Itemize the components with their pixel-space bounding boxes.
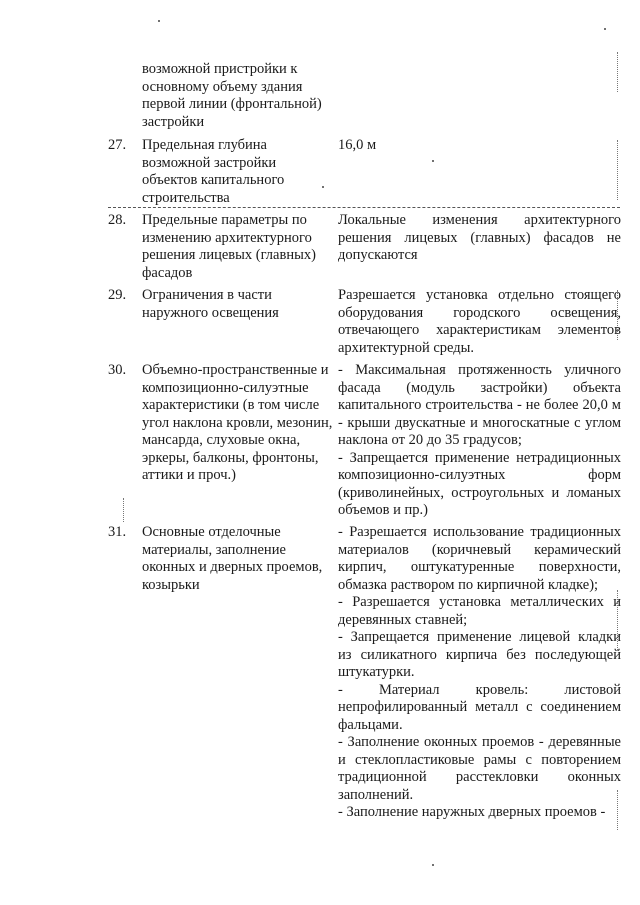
row-value: [338, 212, 621, 265]
row-number: 29.: [108, 287, 127, 303]
row-number: 27.: [108, 137, 127, 153]
scan-speck: [432, 160, 434, 162]
row-label: Предельная глубина возможной застройки объектов капитального строительства: [142, 137, 285, 206]
row-label: возможной пристройки к основному объему здания первой линии (фронтальной) застройки: [142, 61, 322, 130]
row-number: 28.: [108, 212, 127, 228]
value-paragraph: - Материал кровель: листовой непрофилированный металл с соединением фальцами.: [338, 681, 621, 733]
row-value: [338, 137, 621, 155]
row-label: Предельные параметры по изменению архитектурного решения лицевых (главных) фасадов: [142, 212, 316, 281]
row-value: [338, 362, 621, 520]
table-border: [123, 498, 124, 522]
row-value: [338, 287, 621, 357]
scan-speck: [158, 20, 160, 22]
table-border: [617, 52, 618, 92]
row-label: Ограничения в части наружного освещения: [142, 287, 279, 321]
value-paragraph: - Разрешается установка металлических и деревянных ставней;: [338, 594, 621, 628]
scan-speck: [432, 864, 434, 866]
value-paragraph: - Разрешается использование традиционных материалов (коричневый керамический кирпич, оштукатуренные поверхности, обмазка раствором по кирпичной кладке);: [338, 524, 621, 593]
value-paragraph: - Заполнение оконных проемов - деревянные и стеклопластиковые рамы с повторением традиционной расстекловки оконных заполнений.: [338, 734, 621, 803]
value-paragraph: - Запрещается применение лицевой кладки из силикатного кирпича без последующей штукатурки.: [338, 629, 621, 680]
row-divider: [108, 207, 620, 208]
row-number: 31.: [108, 524, 127, 540]
row-label: Объемно-пространственные и композиционно-силуэтные характеристики (в том числе угол наклона кровли, мезонин, мансарда, слуховые окна, эркеры, балконы, фронтоны, аттики и проч.): [142, 362, 333, 483]
value-paragraph: - Максимальная протяженность уличного фасада (модуль застройки) объекта капитального строительства - не более 20,0 м - крыши двускатные и многоскатные с углом наклона от 20 до 35 градусов;: [338, 362, 621, 448]
value-paragraph: Разрешается установка отдельно стоящего оборудования городского освещения, отвечающего характеристикам элементов архитектурной среды.: [338, 287, 621, 356]
row-value: [338, 524, 621, 822]
value-paragraph: - Запрещается применение нетрадиционных композиционно-силуэтных форм (криволинейных, остроугольных и ломаных объемов и пр.): [338, 449, 621, 518]
scan-speck: [604, 28, 606, 30]
row-label: Основные отделочные материалы, заполнение оконных и дверных проемов, козырьки: [142, 524, 323, 593]
value-paragraph: - Заполнение наружных дверных проемов -: [338, 804, 606, 820]
value-paragraph: 16,0 м: [338, 137, 377, 153]
value-paragraph: Локальные изменения архитектурного решения лицевых (главных) фасадов не допускаются: [338, 212, 621, 263]
row-number: 30.: [108, 362, 127, 378]
